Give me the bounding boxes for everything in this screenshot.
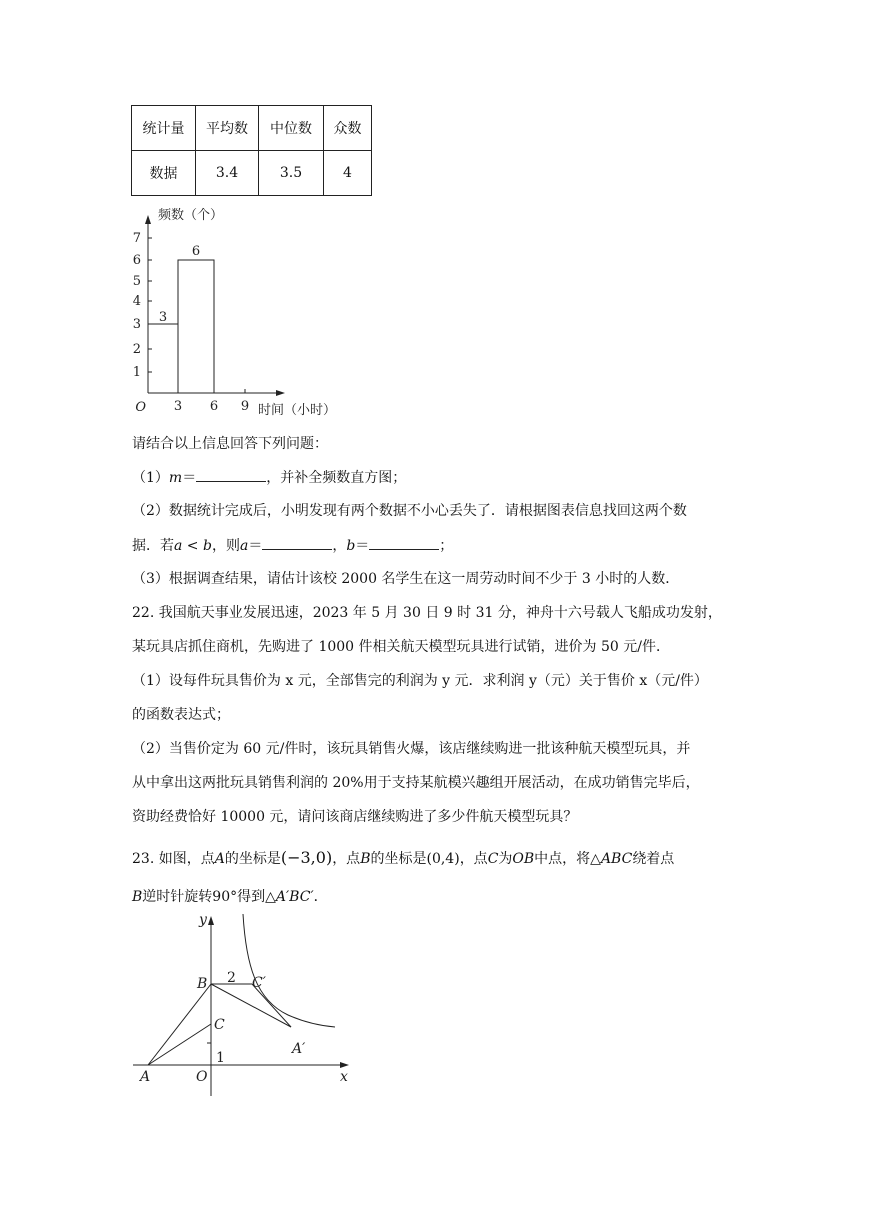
q23-line1: 23. 如图，点A的坐标是(−3,0)，点B的坐标是(0,4)，点C为OB中点，将△ABC绕着点 <box>132 848 675 867</box>
table-row <box>132 151 372 196</box>
x-axis-arrow <box>276 390 285 396</box>
y-tick-label: 3 <box>132 317 141 332</box>
x-axis-arrow <box>340 1062 349 1068</box>
x-tick-label: 9 <box>240 399 250 414</box>
point-a-label: A <box>140 1069 151 1085</box>
y-axis-arrow <box>208 916 214 925</box>
rotation-figure <box>128 910 358 1100</box>
table-cell: 4 <box>324 151 372 196</box>
x-tick-label: 3 <box>173 399 183 414</box>
y-tick-label: 6 <box>132 253 141 268</box>
answer-blank[interactable] <box>262 535 332 550</box>
point-c-label: C <box>214 1017 225 1033</box>
frequency-histogram <box>128 203 358 425</box>
table-cell: 中位数 <box>259 106 324 151</box>
y-axis-arrow <box>145 215 151 224</box>
x-tick-label: 6 <box>209 399 219 414</box>
curve <box>243 914 335 1027</box>
q21-part2-line2: 据．若a < b，则a＝ ，b＝ ； <box>132 535 453 556</box>
point-a-prime-label: A′ <box>292 1041 306 1057</box>
table-cell: 3.5 <box>259 151 324 196</box>
origin-label: O <box>135 400 146 415</box>
y-tick-label: 1 <box>132 365 141 380</box>
q22-part2-line3: 资助经费恰好 10000 元，请问该商店继续购进了多少件航天模型玩具？ <box>132 809 578 825</box>
origin-label: O <box>196 1069 208 1085</box>
table-cell: 统计量 <box>132 106 196 151</box>
stats-table <box>131 105 372 196</box>
q22-part1-line1: （1）设每件玩具售价为 x 元，全部售完的利润为 y 元．求利润 y（元）关于售价 x（元/件） <box>132 673 708 689</box>
table-cell: 平均数 <box>196 106 259 151</box>
length-label: 2 <box>227 970 236 986</box>
q21-part3: （3）根据调查结果，请估计该校 2000 名学生在这一周劳动时间不少于 3 小时的人数． <box>132 571 680 587</box>
y-tick-label: 4 <box>132 294 141 309</box>
y-tick-label: 5 <box>132 274 141 289</box>
q22-part2-line1: （2）当售价定为 60 元/件时，该玩具销售火爆，该店继续购进一批该种航天模型玩具，并 <box>132 741 691 757</box>
q23-line2: B逆时针旋转90°得到△A′BC′． <box>132 889 328 905</box>
point-b-label: B <box>197 976 208 992</box>
answer-blank[interactable] <box>369 535 439 550</box>
q22-part1-line2: 的函数表达式； <box>132 707 230 723</box>
histogram-bar <box>148 324 178 393</box>
histogram-bar <box>178 260 214 393</box>
answer-blank[interactable] <box>196 467 266 482</box>
q21-intro: 请结合以上信息回答下列问题： <box>132 436 328 452</box>
y-axis-label: y <box>199 912 207 928</box>
segment-ac <box>148 1024 211 1065</box>
point-c-prime-label: C′ <box>252 975 266 991</box>
q22-line1: 22. 我国航天事业发展迅速，2023 年 5 月 30 日 9 时 31 分，神舟十六号载人飞船成功发射， <box>132 605 722 621</box>
table-cell: 众数 <box>324 106 372 151</box>
table-cell: 3.4 <box>196 151 259 196</box>
bar-value-label: 3 <box>158 310 168 325</box>
table-cell: 数据 <box>132 151 196 196</box>
q22-line2: 某玩具店抓住商机，先购进了 1000 件相关航天模型玩具进行试销，进价为 50 元/件． <box>132 639 670 655</box>
y-tick-label: 7 <box>132 231 141 246</box>
q22-part2-line2: 从中拿出这两批玩具销售利润的 20%用于支持某航模兴趣组开展活动，在成功销售完毕后， <box>132 775 700 791</box>
y-tick-label: 2 <box>132 342 141 357</box>
length-label: 1 <box>216 1050 225 1066</box>
x-axis-label: x <box>340 1069 348 1085</box>
x-axis-label: 时间（小时） <box>258 403 337 418</box>
table-header-row <box>132 106 372 151</box>
y-axis-label: 频数（个） <box>158 208 224 223</box>
q21-part1: （1）m＝ ，并补全频数直方图； <box>132 467 406 488</box>
bar-value-label: 6 <box>191 244 201 259</box>
q21-part2-line1: （2）数据统计完成后，小明发现有两个数据不小心丢失了．请根据图表信息找回这两个数 <box>132 503 687 519</box>
segment-ab <box>148 984 211 1065</box>
